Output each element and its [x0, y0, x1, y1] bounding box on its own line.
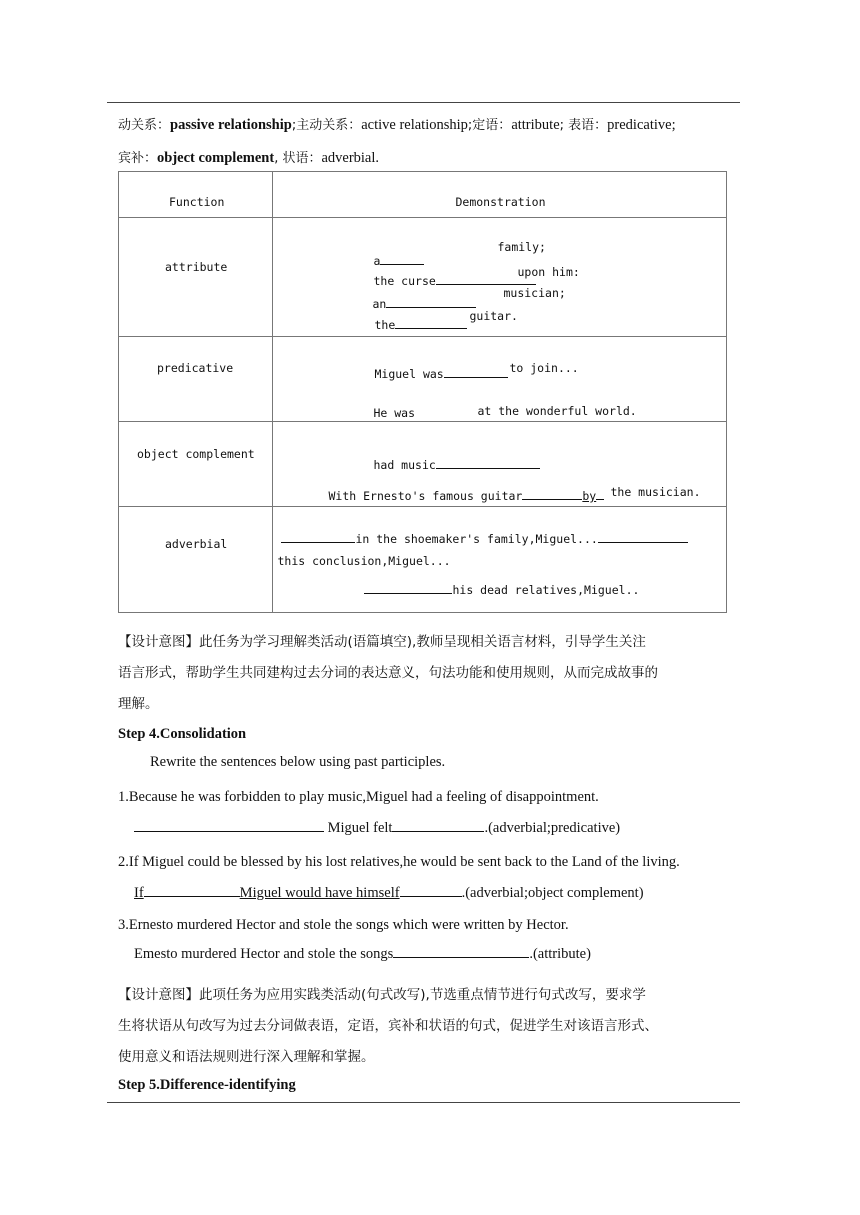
terms-line-2 [118, 147, 379, 167]
blank-line: Miguel was [374, 365, 507, 381]
blank-line: had music [373, 456, 539, 472]
blank-line: the curse [373, 272, 535, 288]
step5-title: Step 5.Difference-identifying [118, 1077, 296, 1093]
answer-line-1: Miguel felt .(adverbial;predicative) [134, 819, 620, 837]
function-label: attribute [165, 260, 228, 274]
function-label: adverbial [165, 537, 228, 551]
table-row [119, 422, 727, 507]
demo-text: He was [373, 406, 416, 420]
footer-rule [107, 1102, 740, 1103]
term-en: active relationship [361, 117, 468, 133]
step4-title: Step 4.Consolidation [118, 726, 247, 742]
term-cn: ; 表语： [559, 118, 608, 133]
blank-line: an [372, 295, 476, 311]
term-en: passive relationship [170, 117, 292, 133]
term-en: predicative; [607, 117, 676, 133]
demo-text: musician; [503, 286, 566, 300]
question-1: 1.Because he was forbidden to play music,Miguel had a feeling of disappointment. [118, 789, 599, 805]
blank-line: his dead relatives,Miguel.. [364, 581, 639, 597]
demo-text: to join... [509, 361, 579, 375]
term-cn: ;主动关系： [291, 118, 362, 133]
demo-text: the musician. [610, 485, 701, 499]
function-label: object complement [137, 447, 255, 461]
answer-line-2: If Miguel would have himself .(adverbial;object complement) [134, 885, 644, 901]
term-en: object complement [157, 150, 275, 166]
terms-line-1 [118, 114, 676, 134]
grammar-table [118, 171, 727, 613]
blank-line: in the shoemaker's family,Miguel... [281, 530, 687, 546]
demonstration-cell [273, 337, 727, 422]
table-header-row [119, 172, 727, 218]
step4-instruction: Rewrite the sentences below using past participles. [150, 754, 446, 770]
blank-line: the [374, 316, 467, 332]
term-cn: 动关系： [118, 118, 171, 133]
question-3: 3.Ernesto murdered Hector and stole the songs which were written by Hector. [118, 917, 569, 933]
demo-text: upon him: [517, 265, 580, 279]
answer-line-3: Emesto murdered Hector and stole the songs .(attribute) [134, 946, 591, 962]
blank-line: a [373, 252, 424, 268]
table-row [119, 218, 727, 337]
demonstration-cell [273, 422, 727, 507]
demo-text: guitar. [469, 309, 518, 323]
header-function: Function [169, 195, 225, 209]
demo-text: at the wonderful world. [477, 404, 637, 418]
demo-text: by [582, 489, 597, 503]
design-note-2: 【设计意图】此项任务为应用实践类活动(句式改写),节选重点情节进行句式改写，要求学 生将状语从句改写为过去分词做表语，定语，宾补和状语的句式，促进学生对该语言形式、 使用意义和语法规则进行深入理解和掌握。 [118, 987, 658, 1065]
design-note-1: 【设计意图】此任务为学习理解类活动(语篇填空),教师呈现相关语言材料，引导学生关注 语言形式，帮助学生共同建构过去分词的表达意义，句法功能和使用规则，从而完成故事的 理解。 [118, 634, 658, 712]
function-label: predicative [157, 361, 234, 375]
term-en: adverbial. [321, 150, 380, 166]
blank-line: With Ernesto's famous guitar by [328, 487, 604, 503]
table-row [119, 507, 727, 613]
header-rule [107, 102, 740, 103]
demo-text: this conclusion,Miguel... [277, 554, 451, 568]
term-cn: , 状语： [274, 151, 322, 166]
term-en: attribute [511, 117, 560, 133]
demo-text: family; [497, 240, 546, 254]
term-cn: ;定语： [467, 118, 512, 133]
term-cn: 宾补： [118, 151, 158, 166]
question-2: 2.If Miguel could be blessed by his lost relatives,he would be sent back to the Land of the living. [118, 854, 680, 870]
header-demonstration: Demonstration [455, 195, 546, 209]
demonstration-cell [273, 507, 727, 613]
table-row [119, 337, 727, 422]
demonstration-cell [273, 218, 727, 337]
